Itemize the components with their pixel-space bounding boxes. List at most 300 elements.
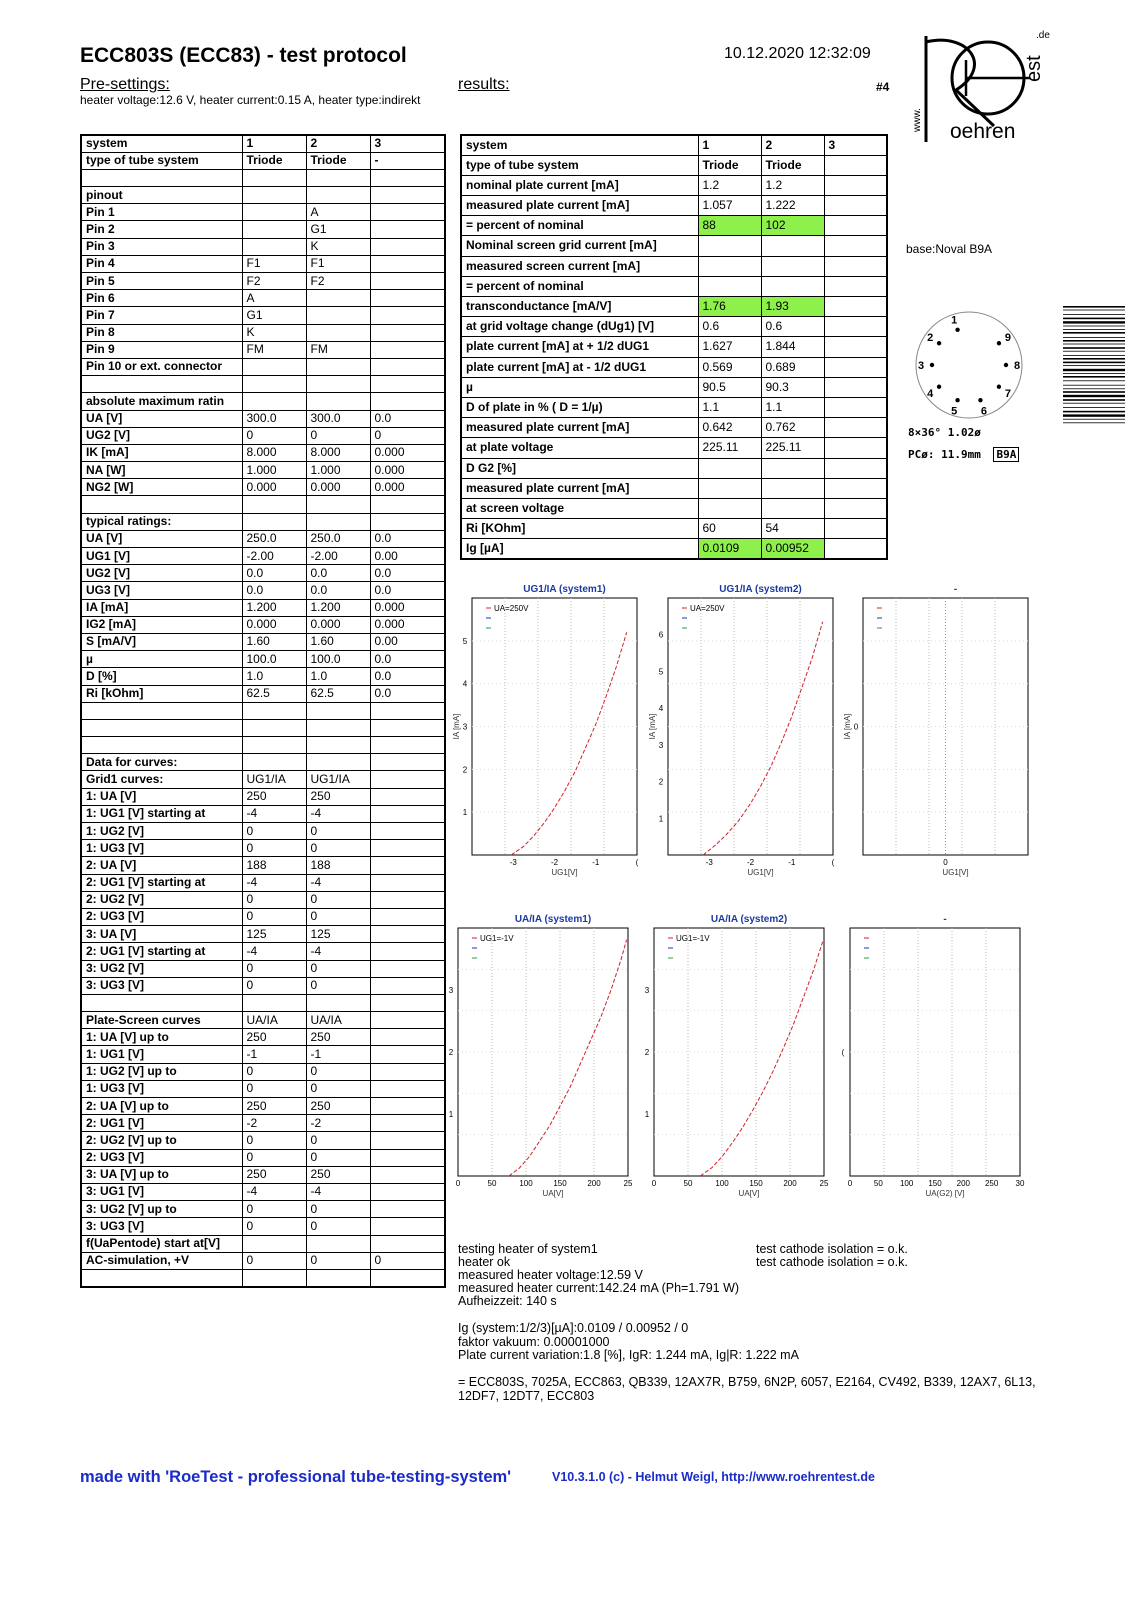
row-label: 1: UG3 [V] (81, 1080, 242, 1097)
pin-label: 2 (927, 331, 934, 344)
y-tick-label: 5 (658, 667, 664, 677)
table-row (81, 530, 445, 547)
row-label (81, 737, 242, 754)
table-cell (824, 498, 887, 518)
table-cell: 0 (242, 908, 306, 925)
table-cell: 0.0 (306, 582, 370, 599)
table-cell (306, 393, 370, 410)
table-row (81, 341, 445, 358)
chart-3 (843, 584, 1028, 877)
table-cell: 0.569 (698, 357, 761, 377)
table-cell: 250 (306, 1098, 370, 1115)
roehrentest-logo (908, 26, 1058, 146)
table-cell (370, 1218, 445, 1235)
table-cell: 1.60 (306, 633, 370, 650)
table-cell (306, 513, 370, 530)
pin-label: 3 (918, 360, 925, 372)
barcode-bar (1063, 369, 1125, 371)
x-tick-label: 0 (943, 858, 948, 867)
row-label: measured plate current [mA] (461, 478, 698, 498)
table-row (461, 276, 887, 296)
table-cell: 1.1 (698, 397, 761, 417)
table-row (81, 152, 445, 169)
table-cell (824, 297, 887, 317)
table-cell: 0.689 (761, 357, 824, 377)
x-axis-label: UG1[V] (942, 868, 969, 877)
pin-dot (937, 341, 941, 345)
table-cell (370, 1235, 445, 1252)
table-row (81, 960, 445, 977)
table-row (81, 719, 445, 736)
table-cell: 0 (306, 1063, 370, 1080)
table-row (81, 943, 445, 960)
row-label: D [%] (81, 668, 242, 685)
table-cell: -1 (306, 1046, 370, 1063)
barcode-bar (1063, 385, 1125, 386)
table-row (81, 823, 445, 840)
row-label: 2: UA [V] up to (81, 1098, 242, 1115)
table-cell (306, 737, 370, 754)
table-cell (242, 737, 306, 754)
table-cell (698, 458, 761, 478)
barcode-bar (1063, 358, 1125, 360)
table-cell: 62.5 (306, 685, 370, 702)
pin-label: 7 (1004, 388, 1011, 401)
note-line: faktor vakuum: 0.00001000 (458, 1334, 610, 1349)
table-row (461, 216, 887, 236)
table-row (81, 376, 445, 393)
table-cell: -2 (306, 1115, 370, 1132)
row-label: 2: UG1 [V] starting at (81, 874, 242, 891)
table-cell: 0 (306, 427, 370, 444)
pin-dot (1004, 363, 1008, 367)
table-row (461, 498, 887, 518)
chart-2 (648, 584, 835, 877)
row-label: Pin 6 (81, 290, 242, 307)
table-row (461, 256, 887, 276)
table-row (81, 238, 445, 255)
table-row (461, 236, 887, 256)
table-cell: 300.0 (242, 410, 306, 427)
table-cell: UG1/IA (306, 771, 370, 788)
table-row (81, 1063, 445, 1080)
barcode-bar (1063, 399, 1125, 401)
barcode-bar (1063, 391, 1125, 393)
table-cell (370, 1201, 445, 1218)
table-cell: 1.000 (242, 462, 306, 479)
x-tick-label: -1 (592, 858, 600, 867)
chart-title: UA/IA (system2) (710, 914, 788, 925)
table-cell: 0.6 (698, 317, 761, 337)
table-cell: F1 (306, 255, 370, 272)
table-row (81, 496, 445, 513)
table-row (81, 599, 445, 616)
y-tick-label: 3 (462, 722, 468, 732)
row-label: Pin 5 (81, 273, 242, 290)
y-axis-label: IA [mA] (843, 713, 852, 740)
table-cell: 250.0 (242, 530, 306, 547)
table-cell: Triode (761, 155, 824, 175)
table-cell: 1 (242, 135, 306, 152)
table-cell: 0.0 (242, 582, 306, 599)
table-row (461, 519, 887, 539)
table-row (81, 840, 445, 857)
table-cell (370, 238, 445, 255)
table-cell (242, 1269, 306, 1286)
table-cell (824, 175, 887, 195)
table-cell: 0 (306, 977, 370, 994)
table-cell: 188 (242, 857, 306, 874)
logo-de: .de (1036, 30, 1050, 41)
table-cell: 0.00952 (761, 539, 824, 559)
table-cell: 188 (306, 857, 370, 874)
chart-6 (842, 914, 1025, 1198)
table-cell (370, 719, 445, 736)
table-cell (824, 256, 887, 276)
barcode-bar (1063, 344, 1125, 345)
table-cell: 0 (306, 1080, 370, 1097)
table-cell: 1.222 (761, 196, 824, 216)
barcode-bar (1063, 388, 1125, 389)
row-label: type of tube system (461, 155, 698, 175)
row-label: absolute maximum ratin (81, 393, 242, 410)
row-label (81, 169, 242, 186)
table-cell (370, 737, 445, 754)
ig-notes (458, 1322, 799, 1363)
legend-entry: UA=250V (494, 604, 529, 613)
barcode-bar (1063, 332, 1125, 334)
barcode-bar (1063, 407, 1125, 408)
table-cell (370, 1080, 445, 1097)
table-cell: 0 (306, 908, 370, 925)
table-cell: Triode (306, 152, 370, 169)
note-line: testing heater of system1 (458, 1242, 598, 1256)
table-row (81, 1201, 445, 1218)
curves-area (448, 580, 1048, 1240)
table-cell: 0 (306, 1132, 370, 1149)
table-cell: 1.200 (242, 599, 306, 616)
row-label: UG1 [V] (81, 548, 242, 565)
table-cell: F2 (242, 273, 306, 290)
table-row (81, 926, 445, 943)
row-label: Ri [KOhm] (461, 519, 698, 539)
table-cell (824, 196, 887, 216)
table-row (81, 135, 445, 152)
row-label: UG2 [V] (81, 427, 242, 444)
table-cell (242, 376, 306, 393)
table-cell: 1.0 (242, 668, 306, 685)
row-label: measured plate current [mA] (461, 196, 698, 216)
pin-dot (930, 363, 934, 367)
row-label: = percent of nominal (461, 216, 698, 236)
table-row (81, 393, 445, 410)
row-label: 1: UG1 [V] (81, 1046, 242, 1063)
x-axis-label: UA(G2) [V] (925, 1189, 965, 1198)
table-cell: 1.627 (698, 337, 761, 357)
table-cell (370, 788, 445, 805)
table-cell: UA/IA (306, 1012, 370, 1029)
barcode-bar (1063, 310, 1125, 311)
presettings-line: heater voltage:12.6 V, heater current:0.15 A, heater type:indirekt (80, 93, 421, 107)
row-label: transconductance [mA/V] (461, 297, 698, 317)
table-cell (761, 256, 824, 276)
table-row (81, 857, 445, 874)
footer-main: made with 'RoeTest - professional tube-testing-system' (80, 1468, 512, 1486)
table-row (81, 565, 445, 582)
table-row (81, 1166, 445, 1183)
note-line: test cathode isolation = o.k. (756, 1255, 908, 1269)
x-tick-label: 50 (873, 1179, 883, 1188)
table-cell (370, 891, 445, 908)
table-row (461, 397, 887, 417)
row-label (81, 1269, 242, 1286)
barcode-bar (1063, 380, 1125, 381)
table-cell: - (370, 152, 445, 169)
row-label: IA [mA] (81, 599, 242, 616)
barcode-bar (1063, 395, 1125, 397)
table-cell: 0 (370, 1252, 445, 1269)
table-row (81, 668, 445, 685)
pin-label: 4 (927, 388, 934, 401)
table-cell (824, 357, 887, 377)
table-cell: 0.000 (306, 616, 370, 633)
table-cell: 250 (242, 1098, 306, 1115)
table-row (461, 317, 887, 337)
y-tick-label: 1 (658, 814, 664, 824)
table-cell: 1.1 (761, 397, 824, 417)
table-cell (370, 358, 445, 375)
table-cell: 250 (242, 1166, 306, 1183)
x-tick-label: -3 (509, 858, 517, 867)
table-cell: 88 (698, 216, 761, 236)
table-cell: 1.93 (761, 297, 824, 317)
table-cell (761, 498, 824, 518)
table-row (461, 175, 887, 195)
table-cell (306, 290, 370, 307)
pin-dot (937, 385, 941, 389)
row-label: UG2 [V] (81, 565, 242, 582)
table-cell: F1 (242, 255, 306, 272)
table-cell: 0.0 (370, 410, 445, 427)
test-datetime: 10.12.2020 12:32:09 (724, 45, 871, 62)
table-row (81, 1183, 445, 1200)
table-cell: 0.6 (761, 317, 824, 337)
table-row (81, 633, 445, 650)
table-cell: K (306, 238, 370, 255)
x-tick-label: 100 (899, 1179, 914, 1188)
table-cell (698, 276, 761, 296)
row-label: UA [V] (81, 410, 242, 427)
table-cell (370, 393, 445, 410)
table-cell: 0 (306, 891, 370, 908)
table-row (81, 891, 445, 908)
table-cell: 0.000 (370, 444, 445, 461)
table-row (81, 1132, 445, 1149)
table-row (81, 582, 445, 599)
table-row (81, 1218, 445, 1235)
x-tick-label: 200 (783, 1179, 797, 1188)
table-cell: 0 (242, 1218, 306, 1235)
x-tick-label: 30 (1015, 1179, 1025, 1188)
table-cell: 1.60 (242, 633, 306, 650)
row-label: 2: UG1 [V] (81, 1115, 242, 1132)
table-row (81, 1012, 445, 1029)
table-cell (824, 458, 887, 478)
y-tick-label: 6 (658, 630, 664, 640)
barcode-bar (1063, 411, 1125, 413)
y-tick-label: 3 (644, 986, 650, 995)
table-cell (242, 754, 306, 771)
x-tick-label: 150 (553, 1179, 567, 1188)
y-tick-label: 1 (462, 808, 468, 818)
table-cell: 1.0 (306, 668, 370, 685)
x-tick-label: 0 (455, 1179, 461, 1188)
row-label (81, 496, 242, 513)
row-label: 1: UG1 [V] starting at (81, 805, 242, 822)
barcode-bar (1063, 340, 1125, 342)
row-label: Pin 10 or ext. connector (81, 358, 242, 375)
table-cell (370, 307, 445, 324)
y-tick-label: 3 (448, 986, 454, 995)
table-row (81, 307, 445, 324)
row-label: measured plate current [mA] (461, 418, 698, 438)
row-label: 2: UG3 [V] (81, 1149, 242, 1166)
table-cell: A (242, 290, 306, 307)
table-cell: 3 (824, 135, 887, 155)
x-tick-label: 0 (847, 1179, 853, 1188)
table-cell: 102 (761, 216, 824, 236)
table-cell: G1 (306, 221, 370, 238)
table-cell: 125 (242, 926, 306, 943)
x-axis-label: UA[V] (738, 1189, 760, 1198)
table-cell (761, 276, 824, 296)
barcode-bar (1063, 414, 1125, 416)
barcode-bar (1063, 314, 1125, 315)
table-cell (306, 702, 370, 719)
barcode-bar (1063, 318, 1125, 320)
legend-entry: UA=250V (690, 604, 725, 613)
row-label: 3: UA [V] up to (81, 1166, 242, 1183)
y-tick-label: 3 (658, 740, 664, 750)
table-row (81, 255, 445, 272)
table-row (81, 358, 445, 375)
table-cell: 0 (306, 1218, 370, 1235)
base-badge: B9A (993, 447, 1019, 462)
table-cell (370, 840, 445, 857)
row-label: 2: UG2 [V] (81, 891, 242, 908)
table-cell (370, 1149, 445, 1166)
table-row (461, 458, 887, 478)
y-tick-label: ( (841, 1048, 845, 1057)
table-cell: 1.844 (761, 337, 824, 357)
table-cell (824, 438, 887, 458)
table-row (461, 297, 887, 317)
row-label: 3: UA [V] (81, 926, 242, 943)
table-cell (761, 478, 824, 498)
barcode-bar (1063, 365, 1125, 366)
footer-version: V10.3.1.0 (c) - Helmut Weigl, http://www.roehrentest.de (552, 1470, 875, 1484)
row-label: Pin 9 (81, 341, 242, 358)
table-cell (242, 513, 306, 530)
table-cell: 250.0 (306, 530, 370, 547)
table-cell (370, 187, 445, 204)
x-axis-label: UG1[V] (551, 868, 578, 877)
table-cell (306, 719, 370, 736)
table-cell: Triode (698, 155, 761, 175)
table-cell (824, 337, 887, 357)
x-axis-label: UG1[V] (747, 868, 774, 877)
barcode-bar (1063, 376, 1125, 378)
table-cell (242, 719, 306, 736)
barcode-bar (1063, 347, 1125, 349)
table-cell (824, 276, 887, 296)
x-tick-label: ( (831, 858, 835, 867)
table-cell (306, 994, 370, 1011)
table-cell (370, 221, 445, 238)
y-tick-label: 1 (448, 1110, 454, 1119)
pin-dot (997, 341, 1001, 345)
table-cell: 0 (242, 1252, 306, 1269)
table-row (81, 513, 445, 530)
table-cell: 0 (306, 1149, 370, 1166)
table-cell (370, 908, 445, 925)
row-label: Pin 1 (81, 204, 242, 221)
row-label (81, 719, 242, 736)
x-tick-label: 200 (587, 1179, 601, 1188)
pin-dot (978, 398, 982, 402)
table-cell: 250 (242, 788, 306, 805)
table-cell: 1.2 (761, 175, 824, 195)
table-cell (370, 926, 445, 943)
table-cell: 225.11 (761, 438, 824, 458)
noval-pin-diagram (906, 300, 1036, 440)
table-cell: 0.000 (370, 599, 445, 616)
row-label: Grid1 curves: (81, 771, 242, 788)
table-row (81, 221, 445, 238)
table-row (81, 805, 445, 822)
row-label: f(UaPentode) start at[V] (81, 1235, 242, 1252)
y-tick-label: 5 (462, 636, 468, 646)
table-cell: 0.0 (242, 565, 306, 582)
table-cell (824, 539, 887, 559)
row-label: 1: UA [V] up to (81, 1029, 242, 1046)
table-row (81, 204, 445, 221)
table-cell (306, 187, 370, 204)
base-spec-line1: 8×36° 1.02ø (908, 426, 981, 439)
table-row (81, 1235, 445, 1252)
table-cell (370, 702, 445, 719)
barcode-bar (1063, 321, 1125, 323)
row-label: at screen voltage (461, 498, 698, 518)
table-cell (306, 376, 370, 393)
barcode-bar (1063, 419, 1125, 420)
row-label: IG2 [mA] (81, 616, 242, 633)
chart-title: - (943, 914, 947, 925)
y-tick-label: 4 (462, 679, 468, 689)
table-cell (370, 1166, 445, 1183)
table-cell: 1.200 (306, 599, 370, 616)
isolation-notes (756, 1243, 908, 1269)
table-row (81, 548, 445, 565)
table-row (461, 438, 887, 458)
row-label: µ (81, 651, 242, 668)
results-label: results: (458, 76, 510, 93)
base-label: base:Noval B9A (906, 242, 993, 256)
table-row (81, 1029, 445, 1046)
table-cell (370, 1012, 445, 1029)
y-tick-label: 1 (644, 1110, 650, 1119)
row-label: Pin 8 (81, 324, 242, 341)
